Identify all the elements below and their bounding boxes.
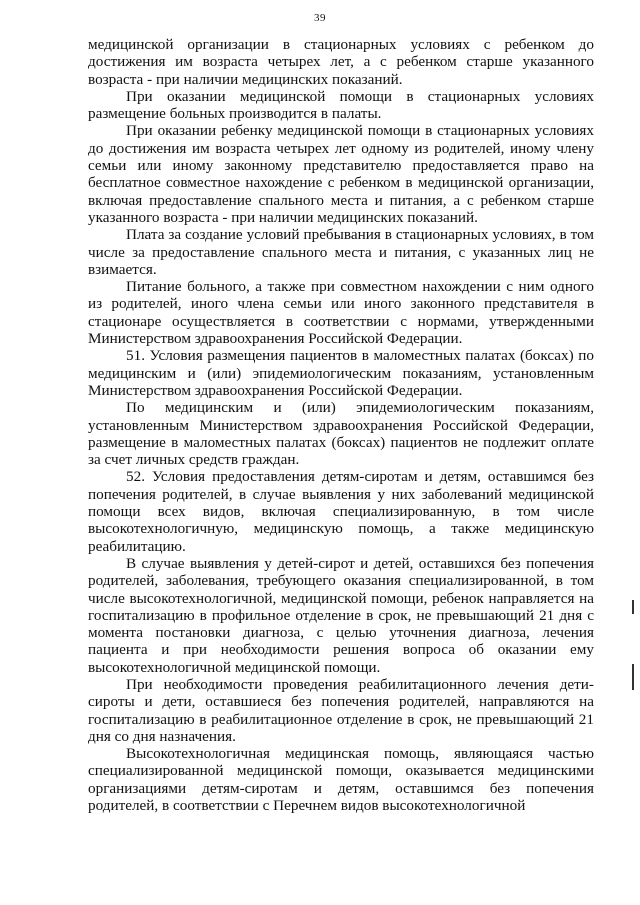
paragraph-rehabilitation: При необходимости проведения реабилитационного лечения дети-сироты и дети, оставшиеся без попечения родителей, направляются на госпитализацию в реабилитационное отделение в срок, не превышающий 21 дня со дня назначения. (88, 675, 594, 745)
paragraph-no-fee: Плата за создание условий пребывания в стационарных условиях, в том числе за предоставление спального места и питания, с указанных лиц не взимается. (88, 226, 594, 278)
paragraph-section-51-heading: 51. Условия размещения пациентов в маломестных палатах (боксах) по медицинским и (или) эпидемиологическим показаниям, установленным Министерством здравоохранения Российской Федерации. (88, 347, 594, 399)
paragraph-section-52-heading: 52. Условия предоставления детям-сиротам и детям, оставшимся без попечения родителей, в случае выявления у них заболеваний медицинской помощи всех видов, включая специализированную, в том числе высокотехнологичную, медицинскую помощь, а также медицинскую реабилитацию. (88, 468, 594, 555)
document-body (88, 36, 594, 814)
paragraph-nutrition: Питание больного, а также при совместном нахождении с ним одного из родителей, иного члена семьи или иного законного представителя в стационаре осуществляется в соответствии с нормами, утвержденными Министерством здравоохранения Российской Федерации. (88, 278, 594, 348)
paragraph-section-51-body: По медицинским и (или) эпидемиологическим показаниям, установленным Министерством здравоохранения Российской Федерации, размещение в маломестных палатах (боксах) пациентов не подлежит оплате за счет личных средств граждан. (88, 399, 594, 469)
paragraph-parent-joint-stay: При оказании ребенку медицинской помощи в стационарных условиях до достижения им возраста четырех лет одному из родителей, иному члену семьи или иному законному представителю предоставляется право на бесплатное совместное нахождение с ребенком в медицинской организации, включая предоставление спального места и питания, а с ребенком старше указанного возраста - при наличии медицинских показаний. (88, 122, 594, 226)
page-number: 39 (314, 12, 326, 24)
paragraph-continuation: медицинской организации в стационарных условиях с ребенком до достижения им возраста четырех лет, а с ребенком старше указанного возраста - при наличии медицинских показаний. (88, 36, 594, 88)
scan-edge-mark (632, 664, 634, 690)
paragraph-high-tech-care: Высокотехнологичная медицинская помощь, являющаяся частью специализированной медицинской помощи, оказывается медицинскими организациями детям-сиротам и детям, оставшимся без попечения родителей, в соответствии с Перечнем видов высокотехнологичной (88, 745, 594, 815)
paragraph-orphans-hospitalization: В случае выявления у детей-сирот и детей, оставшихся без попечения родителей, заболевания, требующего оказания специализированной, в том числе высокотехнологичной, медицинской помощи, ребенок направляется на госпитализацию в профильное отделение в срок, не превышающий 21 дня с момента постановки диагноза, с целью уточнения диагноза, лечения пациента и при необходимости решения вопроса об оказании ему высокотехнологичной медицинской помощи. (88, 554, 594, 676)
scan-edge-mark (632, 600, 634, 614)
paragraph-placement-in-wards: При оказании медицинской помощи в стационарных условиях размещение больных производится в палаты. (88, 87, 594, 123)
